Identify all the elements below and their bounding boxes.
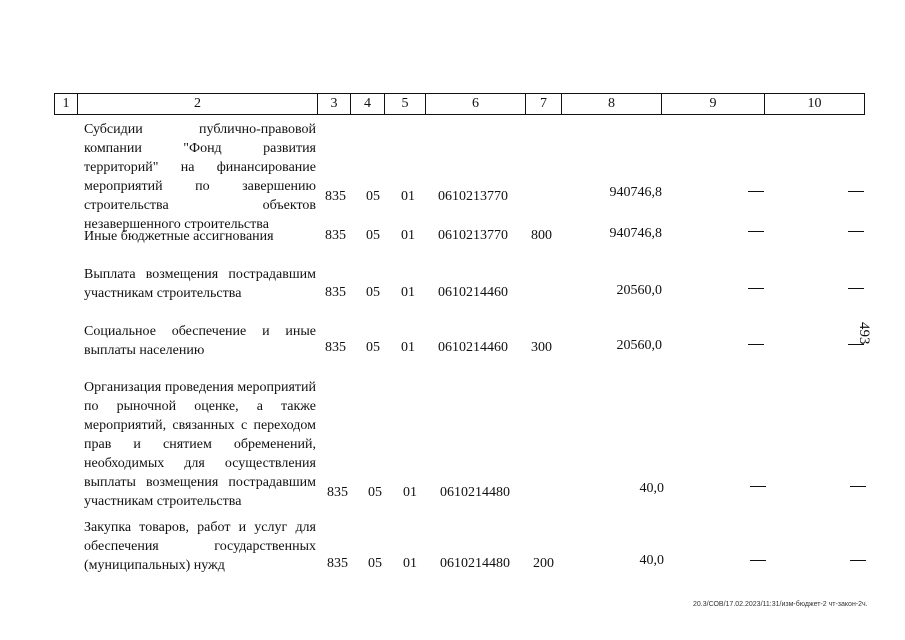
- header-col-9: 9: [661, 94, 764, 114]
- row-col10-dash: [848, 231, 864, 232]
- row-sum: 40,0: [639, 481, 664, 496]
- row-sum: 940746,8: [609, 226, 662, 241]
- row-pr: 01: [401, 285, 415, 300]
- row-col9-dash: [748, 288, 764, 289]
- row-grbs: 835: [325, 285, 346, 300]
- header-col-8: 8: [561, 94, 661, 114]
- row-col10-dash: [850, 486, 866, 487]
- row-col10-dash: [850, 560, 866, 561]
- header-col-6: 6: [425, 94, 525, 114]
- row-grbs: 835: [325, 228, 346, 243]
- row-grbs: 835: [325, 189, 346, 204]
- header-col-5: 5: [384, 94, 425, 114]
- header-col-3: 3: [317, 94, 350, 114]
- header-col-4: 4: [350, 94, 384, 114]
- row-rz: 05: [368, 485, 382, 500]
- row-csr: 0610213770: [438, 228, 508, 243]
- row-name: Субсидии публично-правовой компании "Фонд развития территорий" на финансирование мероприятий по завершению строительства объектов незавершенного строительства: [84, 122, 316, 232]
- row-col9-dash: [748, 191, 764, 192]
- row-pr: 01: [403, 556, 417, 571]
- row-vr: 300: [531, 340, 552, 355]
- row-col9-dash: [748, 231, 764, 232]
- footer-stamp: 20.3/СОВ/17.02.2023/11:31/изм-бюджет-2 чт-закон-2ч.: [693, 601, 868, 608]
- row-csr: 0610214480: [440, 556, 510, 571]
- row-name: Закупка товаров, работ и услуг для обеспечения государственных (муниципальных) нужд: [84, 520, 316, 573]
- row-col9-dash: [750, 560, 766, 561]
- header-col-1: 1: [62, 96, 70, 111]
- row-pr: 01: [401, 228, 415, 243]
- header-col-10: 10: [764, 94, 864, 114]
- row-vr: 800: [531, 228, 552, 243]
- row-pr: 01: [403, 485, 417, 500]
- row-name: Организация проведения мероприятий по рыночной оценке, а также мероприятий, связанных с переходом прав и снятием обременений, необходимых для осуществления выплаты возмещения пострадавшим участникам строительства: [84, 380, 316, 509]
- row-name: Иные бюджетные ассигнования: [84, 229, 274, 244]
- row-sum: 20560,0: [616, 283, 662, 298]
- row-rz: 05: [366, 228, 380, 243]
- row-pr: 01: [401, 189, 415, 204]
- row-csr: 0610213770: [438, 189, 508, 204]
- row-csr: 0610214460: [438, 340, 508, 355]
- header-col-2: 2: [77, 94, 317, 114]
- row-grbs: 835: [327, 485, 348, 500]
- table-header: [54, 93, 865, 115]
- row-rz: 05: [368, 556, 382, 571]
- row-name: Выплата возмещения пострадавшим участникам строительства: [84, 267, 316, 301]
- row-sum: 940746,8: [609, 185, 662, 200]
- row-vr: 200: [533, 556, 554, 571]
- row-rz: 05: [366, 285, 380, 300]
- row-rz: 05: [366, 189, 380, 204]
- row-col10-dash: [848, 191, 864, 192]
- row-grbs: 835: [327, 556, 348, 571]
- row-sum: 20560,0: [616, 338, 662, 353]
- row-col9-dash: [750, 486, 766, 487]
- row-name: Социальное обеспечение и иные выплаты населению: [84, 324, 316, 358]
- header-col-7: 7: [525, 94, 561, 114]
- row-sum: 40,0: [639, 553, 664, 568]
- row-csr: 0610214460: [438, 285, 508, 300]
- row-pr: 01: [401, 340, 415, 355]
- row-rz: 05: [366, 340, 380, 355]
- row-col9-dash: [748, 344, 764, 345]
- row-grbs: 835: [325, 340, 346, 355]
- page-number: 493: [856, 322, 872, 345]
- row-csr: 0610214480: [440, 485, 510, 500]
- row-col10-dash: [848, 288, 864, 289]
